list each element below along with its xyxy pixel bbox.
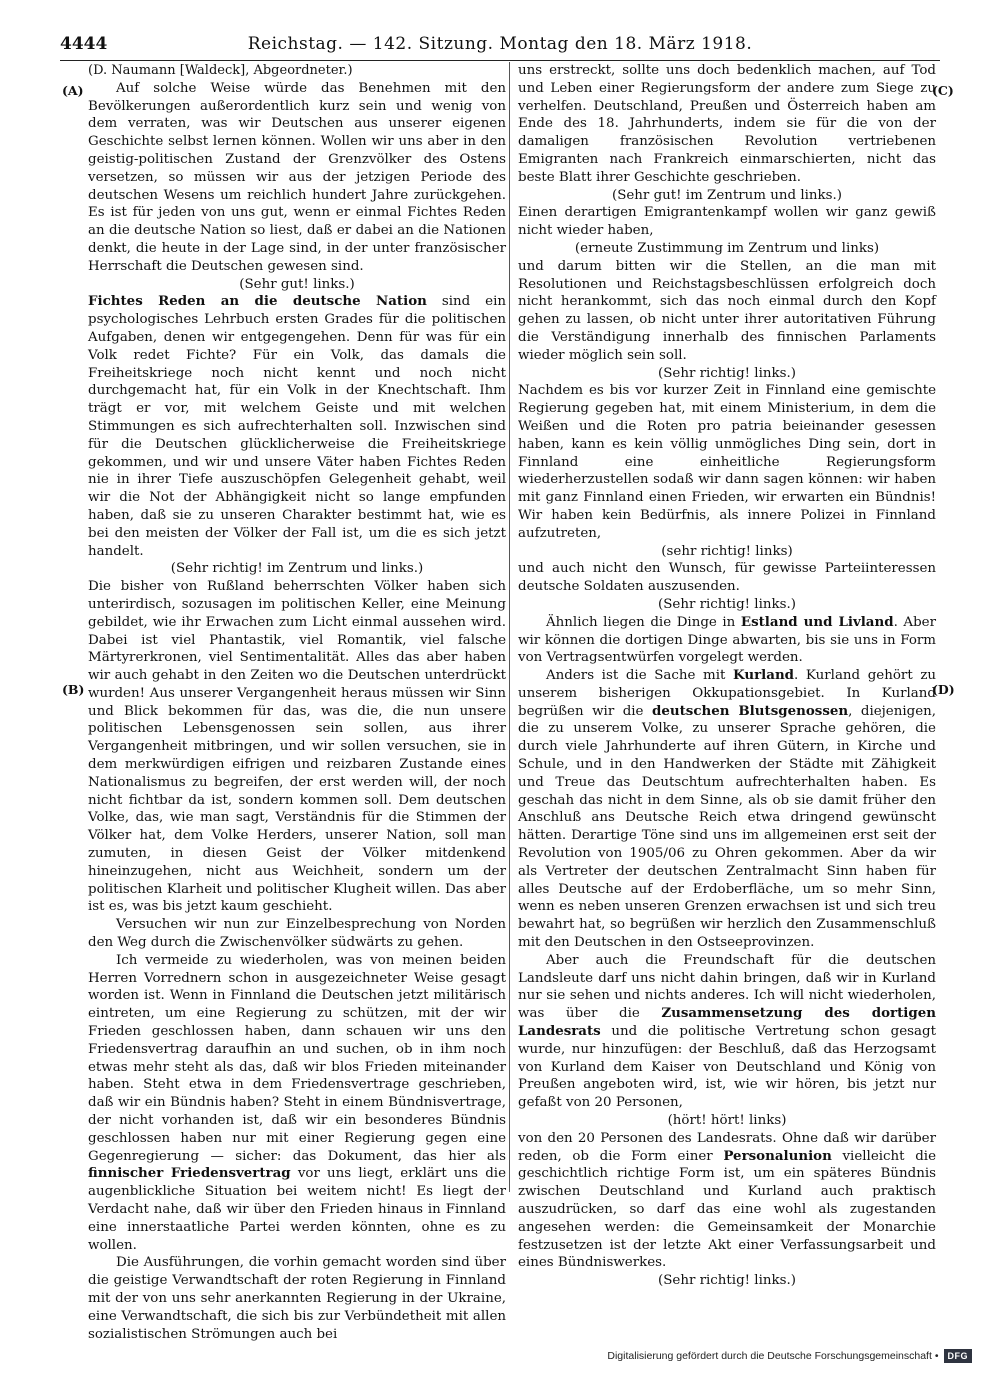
interjection: (Sehr richtig! links.) [658,365,796,381]
paragraph: Ich vermeide zu wiederholen, was von meinen beiden Herren Vorrednern schon in ausgezeichneter Weise gesagt worden ist. Wenn in Finnland die Deutschen jetzt militärisch eintreten, um eine Regierung zu schützen, mit der wir Frieden geschlossen haben, dann schauen wir uns den Friedensvertrag daraufhin an und suchen, ob in ihm noch etwas mehr steht als das, daß wir blos Frieden miteinander haben. Steht etwa in dem Friedensvertrage geschrieben, daß wir ein Bündnis haben? Steht in einem Bündnisvertrage, der nicht vorhanden ist, daß wir ein besonderes Bündnis geschlossen haben nur mit einer Regierung gegen eine Gegenregierung — sicher: das Dokument, das hier als finnischer Friedensvertrag vor uns liegt, erklärt uns die augenblickliche Situation bei weitem nicht! Es liegt der Verdacht nahe, daß wir über den Frieden hinaus in Finnland eine innerstaatliche Partei werden könnten, ohne es zu wollen. [88,952,506,1253]
paragraph: Anders ist die Sache mit Kurland. Kurland gehört zu unserem bisherigen Okkupationsgebiet. In Kurland begrüßen wir die deutschen Blutsgenossen, diejenigen, die zu unserem Volke, zu unserer Sprache gehören, die durch viele Jahrhunderte auf ihren Gütern, in Kirche und Schule, und in den Handwerken der Städte mit Zähigkeit und Treue das Deutschtum aufrechterhalten haben. Es geschah das nicht in dem Sinne, als ob sie damit früher den Anschluß ans Deutsche Reich etwa dringend gewünscht hätten. Derartige Töne sind uns im allgemeinen erst seit der Revolution von 1905/06 zu Ohren gekommen. Aber da wir als Vertreter der deutschen Zentralmacht Sinn haben für alles Deutsche auf der Erdoberfläche, um so mehr Sinn, wenn es neben unseren Grenzen erwachsen ist und sich treu bewahrt hat, so begrüßen wir herzlich den Zusammenschluß mit den Deutschen in den Ostseeprovinzen. [518,667,937,951]
interjection: (sehr richtig! links) [661,543,793,559]
credit-text: Digitalisierung gefördert durch die Deutsche Forschungsgemeinschaft • [607,1350,939,1362]
paragraph: und darum bitten wir die Stellen, an die man mit Resolutionen und Reichstagsbeschlüssen erfolgreich doch nicht herankommt, sich das noch einmal durch den Kopf gehen zu lassen, ob nicht unter ihrer autoritativen Führung die Verständigung innerhalb des finnischen Parlaments wieder möglich sein soll. [518,258,936,363]
header-divider [60,60,940,61]
paragraph: uns erstreckt, sollte uns doch bedenklich machen, auf Tod und Leben einer Regierungsform der andere zum Siege zu verhelfen. Deutschland, Preußen und Österreich haben am Ende des 18. Jahrhunderts, indem sie für die von der damaligen französischen Revolution vertriebenen Emigranten nach Frankreich einmarschierten, nicht das beste Blatt ihrer Geschichte geschrieben. [518,63,936,185]
interjection: (Sehr richtig! im Zentrum und links.) [170,561,424,577]
paragraph: Ähnlich liegen die Dinge in Estland und Livland. Aber wir können die dortigen Dinge abwarten, bis sie uns in Form von Vertragsentwürfen vorgelegt werden. [518,613,936,666]
bold-phrase: Fichtes Reden an die deutsche Nation [88,293,427,310]
paragraph: von den 20 Personen des Landesrats. Ohne daß wir darüber reden, ob die Form einer Personalunion vielleicht die geschichtlich richtige Form ist, um ein späteres Bündnis zwischen Deutschland und Kurland auch praktisch auszudrücken, so darf das eine wohl als zugestanden angesehen werden: die Gemeinsamkeit der Monarchie festzusetzen ist der letzte Akt einer Verfassungsarbeit und eines Bündniswerkes. [518,1130,936,1271]
dfg-logo: DFG [944,1349,973,1363]
right-column [518,62,936,1290]
bold-phrase: Kurland [733,667,795,684]
bold-phrase: deutschen Blutsgenossen [651,702,849,719]
margin-marker-d: (D) [932,682,955,697]
digitization-credit [607,1349,972,1363]
interjection: (Sehr richtig! links.) [658,1273,796,1289]
paragraph: Nachdem es bis vor kurzer Zeit in Finnland eine gemischte Regierung gegeben hat, mit einem Ministerium, in dem die Weißen und die Roten pro patria beieinander gesessen haben, kann es kein völlig unmögliches Ding sein, dort in Finnland eine einheitliche Regierungsform wiederherzustellen sodaß wir dann sagen können: wir haben mit ganz Finnland einen Frieden, wir erwarten ein Bündnis! Wir haben kein Bedürfnis, als innere Polizei in Finnland aufzutreten, [518,383,936,541]
interjection: (Sehr richtig! links.) [658,596,796,612]
paragraph: Einen derartigen Emigrantenkampf wollen wir ganz gewiß nicht wieder haben, [518,205,936,239]
page-header [60,32,940,58]
latin-phrase: pro patria [697,418,772,434]
interjection: (erneute Zustimmung im Zentrum und links) [574,240,880,256]
speaker-note: (D. Naumann [Waldeck], Abgeordneter.) [88,63,353,78]
margin-marker-b: (B) [62,682,85,697]
page-number: 4444 [60,34,108,54]
paragraph: Fichtes Reden an die deutsche Nation sind ein psychologisches Lehrbuch ersten Grades für die politischen Aufgaben, denen wir entgegengehen. Denn für was für ein Volk redet Fichte? Für ein Volk, das damals die Freiheitskriege noch nicht kennt und noch nicht durchgemacht hat, für ein Volk in der Knechtschaft. Ihm trägt er vor, mit welchem Geiste und mit welchen Stimmungen es sich aufrechterhalten soll. Inzwischen sind für die Deutschen glücklicherweise die Freiheitskriege gekommen, und wir und unsere Väter haben Fichtes Reden nie in ihrer Tiefe auszuschöpfen Gelegenheit gehabt, weil wir die Not der Abhängigkeit nicht so lange empfunden haben, daß sie zu unseren Charakter bestimmt hat, wie es bei den meisten der Völker der Fall ist, um die es sich jetzt handelt. [88,293,506,559]
paragraph: Die bisher von Rußland beherrschten Völker haben sich unterirdisch, sozusagen im politischen Keller, eine Meinung gebildet, wie ihr Erwachen zum Licht einmal aussehen wird. Dabei ist viel Phantastik, viel Romantik, viel falsche Märtyrerkronen, viel Sentimentalität. Alles das aber haben wir auch gehabt in den Zeiten wo die Deutschen unterdrückt wurden! Aus unserer Vergangenheit heraus müssen wir Sinn und Blick bekommen für das, was die, die nun unsere politischen Lebensgenossen sein sollen, aus ihrer Vergangenheit mitbringen, und wir sollen versuchen, sie in dem merkwürdigen eifrigen und reizbaren Zustande eines Nationalismus zu begreifen, der erst werden will, der noch nicht fichtbar da ist, sondern kommen soll. Dem deutschen Volke, das, wie man sagt, Verständnis für die Stimmen der Völker hat, dem Volke Herders, unserer Nation, soll man zumuten, in diesen Geist der Völker mitdenkend hineinzugehen, nicht aus Weichheit, sondern um der politischen Klarheit und politischer Klugheit willen. Das aber ist es, was bis jetzt kaum geschieht. [88,579,506,915]
bold-phrase: finnischer Friedensvertrag [88,1165,291,1182]
bold-phrase: Estland und Livland [740,613,894,630]
paragraph: und auch nicht den Wunsch, für gewisse Parteiinteressen deutsche Soldaten auszusenden. [518,561,936,595]
margin-marker-c: (C) [932,83,954,98]
paragraph: Auf solche Weise würde das Benehmen mit den Bevölkerungen außerordentlich kurz sein und wenig von dem verraten, was wir Deutschen aus unserer eigenen Geschichte selbst lernen können. Wollen wir uns aber in den geistig-politischen Zustand der Grenzvölker des Ostens versetzen, so müssen wir aus der jetzigen Periode des deutschen Wesens um reichlich hundert Jahre zurückgehen. Es ist für jeden von uns gut, wenn er einmal Fichtes Reden an die deutsche Nation so liest, daß er dabei an die Nationen denkt, die heute in der Lage sind, in der unter französischer Herrschaft die Deutschen gewesen sind. [88,80,506,274]
paragraph: Aber auch die Freundschaft für die deutschen Landsleute darf uns nicht dahin bringen, daß wir in Kurland nur sie sehen und nichts anderes. Ich will nicht wiederholen, was über die Zusammensetzung des dortigen Landesrats und die politische Vertretung schon gesagt wurde, nur hinzufügen: der Beschluß, daß das Herzogsamt von Kurland dem Kaiser von Deutschland und König von Preußen angeboten wird, ist, wie wir hören, bis jetzt nur gefaßt von 20 Personen, [518,952,936,1111]
interjection: (Sehr gut! im Zentrum und links.) [611,187,842,203]
column-divider [509,62,510,1192]
bold-phrase: Personalunion [723,1147,832,1164]
margin-marker-a: (A) [62,83,84,98]
paragraph: Die Ausführungen, die vorhin gemacht worden sind über die geistige Verwandtschaft der roten Regierung in Finnland mit der von uns sehr anerkannten Regierung in der Ukraine, eine Verwandtschaft, die sich bis zur Verbündetheit mit allen sozialistischen Strömungen auch bei [88,1255,506,1342]
paragraph: Versuchen wir nun zur Einzelbesprechung von Norden den Weg durch die Zwischenvölker südwärts zu gehen. [88,917,506,951]
bold-phrase: Zusammensetzung des dortigen Landesrats [518,1005,936,1040]
left-column [88,62,506,1343]
interjection: (hört! hört! links) [667,1113,787,1129]
running-title: Reichstag. — 142. Sitzung. Montag den 18. März 1918. [247,34,753,54]
interjection: (Sehr gut! links.) [239,276,355,292]
